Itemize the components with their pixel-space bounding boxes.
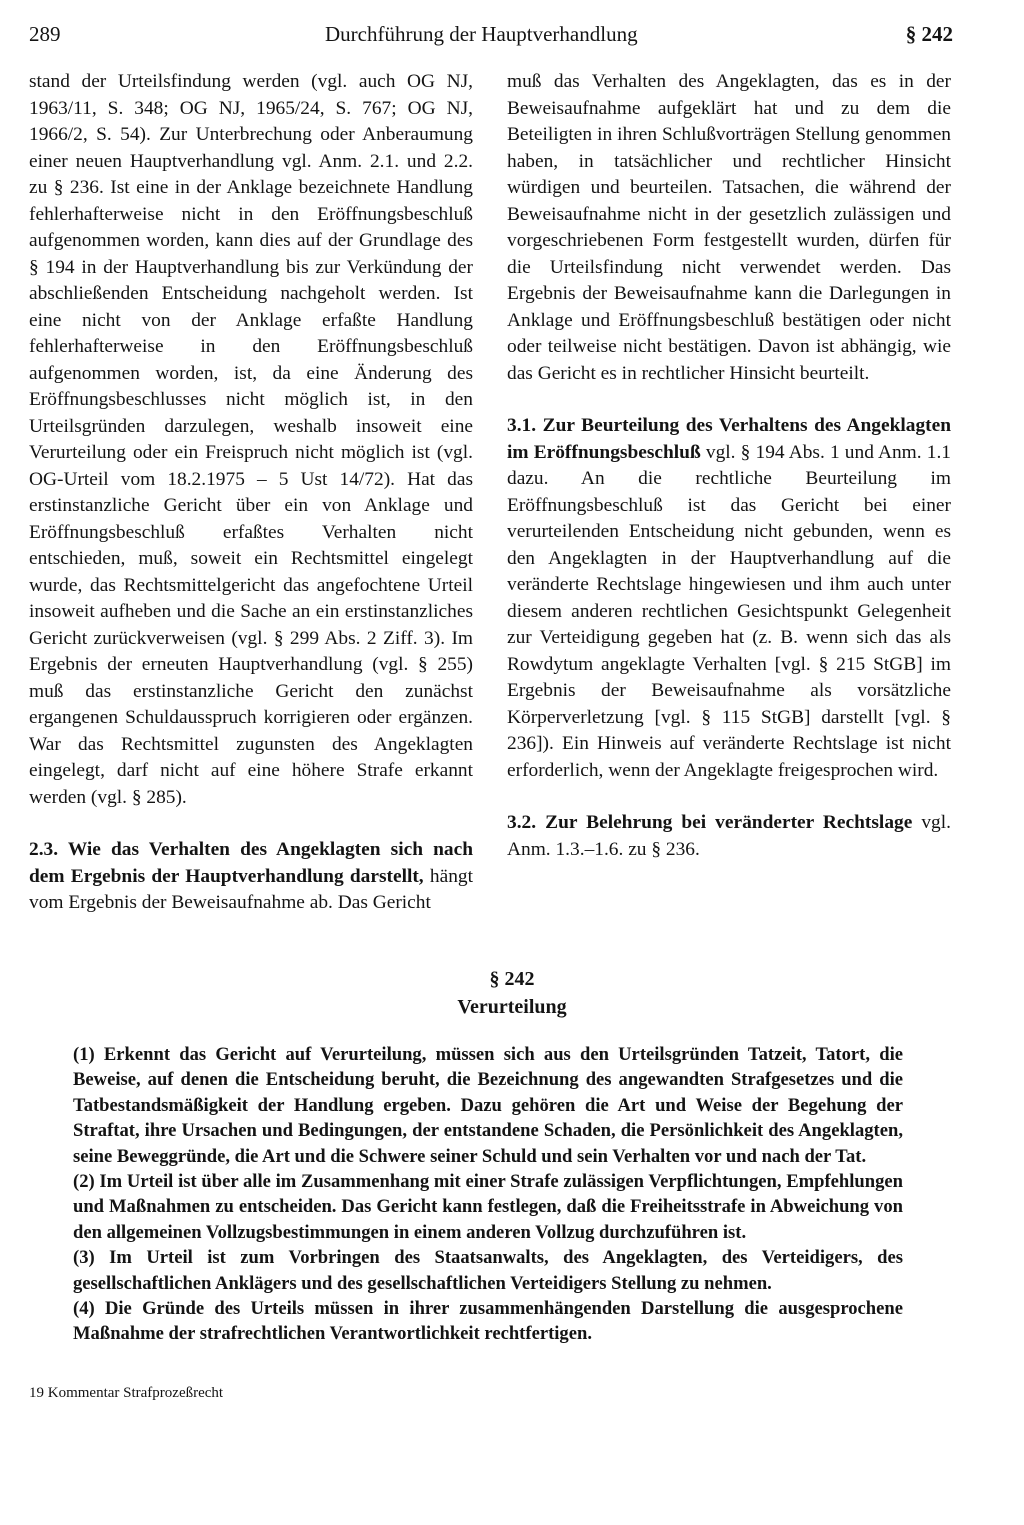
statute-paragraph-2: (2) Im Urteil ist über alle im Zusammenhang mit einer Strafe zulässigen Verpflichtungen, Empfehlungen und Maßnahmen zu entscheiden. Das Gericht kann festlegen, daß die Freiheitsstrafe in Abweichung von den allgemeinen Vollzugsbestimmungen in einem anderen Vollzug durchzuführen ist. [73,1171,903,1243]
statute-text [73,1042,903,1347]
commentary-paragraph: stand der Urteilsfindung werden (vgl. auch OG NJ, 1963/11, S. 348; OG NJ, 1965/24, S. 767; OG NJ, 1966/2, S. 54). Zur Unterbrechung oder Anberaumung einer neuen Hauptverhandlung vgl. Anm. 2.1. und 2.2. zu § 236. Ist eine in der Anklage bezeichnete Handlung fehlerhafterweise nicht in den Eröffnungsbeschluß aufgenommen worden, kann dies auf der Grundlage des § 194 in der Hauptverhandlung bis zur Verkündung der abschließenden Entscheidung nachgeholt werden. Ist eine nicht von der Anklage erfaßte Handlung fehlerhafterweise in den Eröffnungsbeschluß aufgenommen worden, ist, da eine Änderung des Eröffnungsbeschlusses nicht möglich ist, in den Urteilsgründen darzulegen, weshalb insoweit eine Verurteilung oder ein Freispruch nicht möglich ist (vgl. OG-Urteil vom 18.2.1975 – 5 Ust 14/72). Hat das erstinstanzliche Gericht über ein von Anklage und Eröffnungsbeschluß erfaßtes Verhalten nicht entschieden, muß, soweit ein Rechtsmittel eingelegt wurde, das Rechtsmittelgericht das angefochtene Urteil insoweit aufheben und die Sache an ein erstinstanzliches Gericht zurückverweisen (vgl. § 299 Abs. 2 Ziff. 3). Im Ergebnis der erneuten Hauptverhandlung (vgl. § 255) muß das erstinstanzliche Gericht den zunächst ergangenen Schuldausspruch korrigieren oder ergänzen. War das Rechtsmittel zugunsten des Angeklagten eingelegt, darf nicht auf eine höhere Strafe erkannt werden (vgl. § 285). [29,71,473,808]
statute-title: Verurteilung [457,996,567,1018]
page-footer: 19 Kommentar Strafprozeßrecht [29,1385,224,1401]
paragraph-text: hängt vom Ergebnis der Beweisaufnahme ab. Das Gericht [29,865,473,913]
paragraph-text: vgl. § 194 Abs. 1 und Anm. 1.1 dazu. An die rechtliche Beurteilung im Eröffnungsbeschluß ist das Gericht bei einer verurteilenden Entscheidung nicht gebunden, wenn es den Angeklagten in der Hauptverhandlung auf die veränderte Rechtslage hingewiesen und ihm auch unter diesem anderen rechtlichen Gesichtspunkt Gelegenheit zur Verteidigung gegeben hat (z. B. wenn sich das als Rowdytum angeklagte Verhalten [vgl. § 215 StGB] im Ergebnis der Beweisaufnahme als vorsätzliche Körperverletzung [vgl. § 115 StGB] darstellt [vgl. § 236]). Ein Hinweis auf veränderte Rechtslage ist nicht erforderlich, wenn der Angeklagte freigesprochen wird. [507,441,951,781]
paragraph-number: 3.1. [507,415,537,436]
commentary-paragraph: muß das Verhalten des Angeklagten, das es in der Beweisaufnahme aufgeklärt hat und zu dem die Beteiligten in ihren Schlußvorträgen Stellung genommen haben, in tatsächlicher und rechtlicher Hinsicht würdigen und beurteilen. Tatsachen, die während der Beweisaufnahme nicht in der gesetzlich zulässigen und vorgeschriebenen Form festgestellt wurden, dürfen für die Urteilsfindung nicht verwendet werden. Das Ergebnis der Beweisaufnahme kann die Darlegungen in Anklage und Eröffnungsbeschluß bestätigen oder nicht oder teilweise nicht bestätigen. Davon ist abhängig, wie das Gericht es in rechtlicher Hinsicht beurteilt. [507,71,951,384]
statute-heading [0,965,1024,1021]
left-column [29,69,473,917]
paragraph-text: vgl. Anm. 1.3.–1.6. zu § 236. [507,812,951,860]
page-number: 289 [29,22,61,46]
statute-paragraph-3: (3) Im Urteil ist zum Vorbringen des Staatsanwalts, des Angeklagten, des Verteidigers, des gesellschaftlichen Anklägers und des gesellschaftlichen Verteidigers Stellung zu nehmen. [73,1247,903,1294]
commentary-paragraph-3-1 [507,413,951,784]
paragraph-number: 3.2. [507,812,537,833]
commentary-paragraph-3-2 [507,810,951,863]
statute-paragraph-4: (4) Die Gründe des Urteils müssen in ihrer zusammenhängenden Darstellung die ausgesprochene Maßnahme der strafrechtlichen Verantwortlichkeit rechtfertigen. [73,1298,903,1345]
page-header [29,22,953,52]
paragraph-heading: 2.3. Wie das Verhalten des Angeklagten sich nach dem Ergebnis der Hauptverhandlung darstellt, [29,839,473,887]
running-section: § 242 [905,22,953,46]
running-title: Durchführung der Hauptverhandlung [325,22,638,46]
right-column [507,69,951,863]
paragraph-heading: Zur Beurteilung des Verhaltens des Angeklagten im Eröffnungsbeschluß [507,415,951,463]
statute-paragraph-1: (1) Erkennt das Gericht auf Verurteilung, müssen sich aus den Urteilsgründen Tatzeit, Tatort, die Beweise, auf denen die Entscheidung beruht, die Bezeichnung des angewandten Strafgesetzes und die Tatbestandsmäßigkeit der Handlung ergeben. Dazu gehören die Art und Weise der Begehung der Straftat, ihre Ursachen und Bedingungen, der entstandene Schaden, die Persönlichkeit des Angeklagten, seine Beweggründe, die Art und die Schwere seiner Schuld und sein Verhalten vor und nach der Tat. [73,1044,903,1167]
statute-section: § 242 [489,968,535,990]
paragraph-heading: Zur Belehrung bei veränderter Rechtslage [545,812,913,833]
commentary-paragraph-2-3 [29,837,473,917]
